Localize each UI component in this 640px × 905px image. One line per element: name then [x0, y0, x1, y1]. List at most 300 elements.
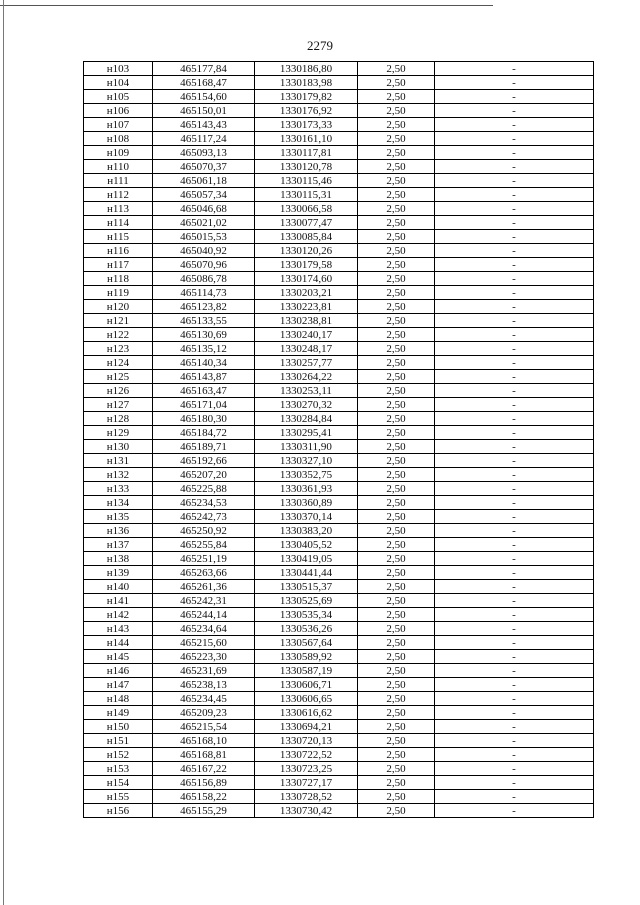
accuracy-cell: 2,50: [358, 538, 435, 552]
y-coordinate-cell: 1330727,17: [255, 776, 358, 790]
accuracy-cell: 2,50: [358, 384, 435, 398]
accuracy-cell: 2,50: [358, 440, 435, 454]
x-coordinate-cell: 465207,20: [153, 468, 255, 482]
x-coordinate-cell: 465117,24: [153, 132, 255, 146]
x-coordinate-cell: 465070,96: [153, 258, 255, 272]
table-row: [84, 636, 594, 650]
accuracy-cell: 2,50: [358, 426, 435, 440]
accuracy-cell: 2,50: [358, 258, 435, 272]
table-row: [84, 328, 594, 342]
table-row: [84, 664, 594, 678]
y-coordinate-cell: 1330077,47: [255, 216, 358, 230]
table-row: [84, 258, 594, 272]
description-cell: -: [435, 468, 594, 482]
x-coordinate-cell: 465261,36: [153, 580, 255, 594]
y-coordinate-cell: 1330173,33: [255, 118, 358, 132]
x-coordinate-cell: 465093,13: [153, 146, 255, 160]
accuracy-cell: 2,50: [358, 104, 435, 118]
y-coordinate-cell: 1330441,44: [255, 566, 358, 580]
x-coordinate-cell: 465177,84: [153, 62, 255, 76]
point-id-cell: н148: [84, 692, 153, 706]
x-coordinate-cell: 465255,84: [153, 538, 255, 552]
table-row: [84, 300, 594, 314]
y-coordinate-cell: 1330223,81: [255, 300, 358, 314]
x-coordinate-cell: 465215,54: [153, 720, 255, 734]
point-id-cell: н117: [84, 258, 153, 272]
point-id-cell: н143: [84, 622, 153, 636]
point-id-cell: н105: [84, 90, 153, 104]
accuracy-cell: 2,50: [358, 300, 435, 314]
y-coordinate-cell: 1330203,21: [255, 286, 358, 300]
x-coordinate-cell: 465123,82: [153, 300, 255, 314]
x-coordinate-cell: 465140,34: [153, 356, 255, 370]
point-id-cell: н132: [84, 468, 153, 482]
x-coordinate-cell: 465189,71: [153, 440, 255, 454]
x-coordinate-cell: 465143,87: [153, 370, 255, 384]
accuracy-cell: 2,50: [358, 748, 435, 762]
description-cell: -: [435, 594, 594, 608]
y-coordinate-cell: 1330589,92: [255, 650, 358, 664]
x-coordinate-cell: 465225,88: [153, 482, 255, 496]
description-cell: -: [435, 692, 594, 706]
accuracy-cell: 2,50: [358, 706, 435, 720]
point-id-cell: н139: [84, 566, 153, 580]
description-cell: -: [435, 608, 594, 622]
accuracy-cell: 2,50: [358, 678, 435, 692]
accuracy-cell: 2,50: [358, 454, 435, 468]
description-cell: -: [435, 748, 594, 762]
table-row: [84, 594, 594, 608]
x-coordinate-cell: 465057,34: [153, 188, 255, 202]
page-number: 2279: [307, 38, 333, 53]
table-row: [84, 790, 594, 804]
point-id-cell: н126: [84, 384, 153, 398]
table-row: [84, 706, 594, 720]
accuracy-cell: 2,50: [358, 160, 435, 174]
y-coordinate-cell: 1330360,89: [255, 496, 358, 510]
y-coordinate-cell: 1330722,52: [255, 748, 358, 762]
table-row: [84, 132, 594, 146]
description-cell: -: [435, 132, 594, 146]
y-coordinate-cell: 1330606,65: [255, 692, 358, 706]
y-coordinate-cell: 1330179,82: [255, 90, 358, 104]
table-row: [84, 608, 594, 622]
description-cell: -: [435, 440, 594, 454]
description-cell: -: [435, 398, 594, 412]
point-id-cell: н130: [84, 440, 153, 454]
description-cell: -: [435, 146, 594, 160]
table-row: [84, 244, 594, 258]
x-coordinate-cell: 465143,43: [153, 118, 255, 132]
y-coordinate-cell: 1330311,90: [255, 440, 358, 454]
point-id-cell: н137: [84, 538, 153, 552]
x-coordinate-cell: 465180,30: [153, 412, 255, 426]
point-id-cell: н120: [84, 300, 153, 314]
accuracy-cell: 2,50: [358, 90, 435, 104]
y-coordinate-cell: 1330186,80: [255, 62, 358, 76]
y-coordinate-cell: 1330383,20: [255, 524, 358, 538]
description-cell: -: [435, 538, 594, 552]
y-coordinate-cell: 1330179,58: [255, 258, 358, 272]
table-row: [84, 76, 594, 90]
x-coordinate-cell: 465158,22: [153, 790, 255, 804]
x-coordinate-cell: 465234,53: [153, 496, 255, 510]
x-coordinate-cell: 465234,45: [153, 692, 255, 706]
description-cell: -: [435, 188, 594, 202]
table-row: [84, 566, 594, 580]
description-cell: -: [435, 566, 594, 580]
y-coordinate-cell: 1330419,05: [255, 552, 358, 566]
description-cell: -: [435, 552, 594, 566]
y-coordinate-cell: 1330515,37: [255, 580, 358, 594]
accuracy-cell: 2,50: [358, 132, 435, 146]
description-cell: -: [435, 412, 594, 426]
x-coordinate-cell: 465168,47: [153, 76, 255, 90]
description-cell: -: [435, 328, 594, 342]
accuracy-cell: 2,50: [358, 594, 435, 608]
accuracy-cell: 2,50: [358, 62, 435, 76]
table-row: [84, 580, 594, 594]
accuracy-cell: 2,50: [358, 146, 435, 160]
description-cell: -: [435, 804, 594, 818]
accuracy-cell: 2,50: [358, 580, 435, 594]
x-coordinate-cell: 465242,73: [153, 510, 255, 524]
x-coordinate-cell: 465250,92: [153, 524, 255, 538]
description-cell: -: [435, 62, 594, 76]
x-coordinate-cell: 465171,04: [153, 398, 255, 412]
y-coordinate-cell: 1330161,10: [255, 132, 358, 146]
point-id-cell: н131: [84, 454, 153, 468]
point-id-cell: н108: [84, 132, 153, 146]
table-row: [84, 314, 594, 328]
point-id-cell: н147: [84, 678, 153, 692]
description-cell: -: [435, 580, 594, 594]
y-coordinate-cell: 1330066,58: [255, 202, 358, 216]
description-cell: -: [435, 258, 594, 272]
point-id-cell: н149: [84, 706, 153, 720]
accuracy-cell: 2,50: [358, 174, 435, 188]
y-coordinate-cell: 1330370,14: [255, 510, 358, 524]
accuracy-cell: 2,50: [358, 734, 435, 748]
description-cell: -: [435, 734, 594, 748]
accuracy-cell: 2,50: [358, 566, 435, 580]
table-row: [84, 384, 594, 398]
y-coordinate-cell: 1330723,25: [255, 762, 358, 776]
point-id-cell: н138: [84, 552, 153, 566]
top-scan-line: [0, 5, 493, 6]
y-coordinate-cell: 1330352,75: [255, 468, 358, 482]
description-cell: -: [435, 342, 594, 356]
description-cell: -: [435, 244, 594, 258]
accuracy-cell: 2,50: [358, 230, 435, 244]
table-row: [84, 552, 594, 566]
table-row: [84, 748, 594, 762]
point-id-cell: н142: [84, 608, 153, 622]
description-cell: -: [435, 300, 594, 314]
point-id-cell: н119: [84, 286, 153, 300]
description-cell: -: [435, 790, 594, 804]
x-coordinate-cell: 465168,10: [153, 734, 255, 748]
table-row: [84, 62, 594, 76]
description-cell: -: [435, 482, 594, 496]
x-coordinate-cell: 465168,81: [153, 748, 255, 762]
x-coordinate-cell: 465192,66: [153, 454, 255, 468]
x-coordinate-cell: 465163,47: [153, 384, 255, 398]
y-coordinate-cell: 1330525,69: [255, 594, 358, 608]
description-cell: -: [435, 496, 594, 510]
table-row: [84, 356, 594, 370]
description-cell: -: [435, 720, 594, 734]
table-row: [84, 202, 594, 216]
description-cell: -: [435, 370, 594, 384]
point-id-cell: н135: [84, 510, 153, 524]
y-coordinate-cell: 1330284,84: [255, 412, 358, 426]
y-coordinate-cell: 1330694,21: [255, 720, 358, 734]
y-coordinate-cell: 1330115,31: [255, 188, 358, 202]
table-row: [84, 524, 594, 538]
accuracy-cell: 2,50: [358, 188, 435, 202]
x-coordinate-cell: 465046,68: [153, 202, 255, 216]
x-coordinate-cell: 465015,53: [153, 230, 255, 244]
table-row: [84, 804, 594, 818]
accuracy-cell: 2,50: [358, 510, 435, 524]
point-id-cell: н121: [84, 314, 153, 328]
table-row: [84, 370, 594, 384]
x-coordinate-cell: 465155,29: [153, 804, 255, 818]
table-row: [84, 454, 594, 468]
y-coordinate-cell: 1330361,93: [255, 482, 358, 496]
table-row: [84, 482, 594, 496]
point-id-cell: н116: [84, 244, 153, 258]
x-coordinate-cell: 465215,60: [153, 636, 255, 650]
x-coordinate-cell: 465263,66: [153, 566, 255, 580]
accuracy-cell: 2,50: [358, 118, 435, 132]
coordinates-table: [83, 61, 594, 818]
y-coordinate-cell: 1330120,78: [255, 160, 358, 174]
point-id-cell: н106: [84, 104, 153, 118]
description-cell: -: [435, 664, 594, 678]
table-row: [84, 776, 594, 790]
y-coordinate-cell: 1330327,10: [255, 454, 358, 468]
table-row: [84, 286, 594, 300]
description-cell: -: [435, 118, 594, 132]
point-id-cell: н103: [84, 62, 153, 76]
y-coordinate-cell: 1330405,52: [255, 538, 358, 552]
x-coordinate-cell: 465242,31: [153, 594, 255, 608]
x-coordinate-cell: 465209,23: [153, 706, 255, 720]
point-id-cell: н133: [84, 482, 153, 496]
x-coordinate-cell: 465223,30: [153, 650, 255, 664]
accuracy-cell: 2,50: [358, 314, 435, 328]
point-id-cell: н111: [84, 174, 153, 188]
y-coordinate-cell: 1330536,26: [255, 622, 358, 636]
accuracy-cell: 2,50: [358, 650, 435, 664]
x-coordinate-cell: 465070,37: [153, 160, 255, 174]
description-cell: -: [435, 174, 594, 188]
description-cell: -: [435, 160, 594, 174]
y-coordinate-cell: 1330728,52: [255, 790, 358, 804]
point-id-cell: н113: [84, 202, 153, 216]
y-coordinate-cell: 1330174,60: [255, 272, 358, 286]
description-cell: -: [435, 230, 594, 244]
y-coordinate-cell: 1330295,41: [255, 426, 358, 440]
x-coordinate-cell: 465133,55: [153, 314, 255, 328]
point-id-cell: н124: [84, 356, 153, 370]
y-coordinate-cell: 1330248,17: [255, 342, 358, 356]
y-coordinate-cell: 1330120,26: [255, 244, 358, 258]
point-id-cell: н112: [84, 188, 153, 202]
x-coordinate-cell: 465231,69: [153, 664, 255, 678]
point-id-cell: н153: [84, 762, 153, 776]
point-id-cell: н154: [84, 776, 153, 790]
description-cell: -: [435, 384, 594, 398]
description-cell: -: [435, 622, 594, 636]
accuracy-cell: 2,50: [358, 328, 435, 342]
point-id-cell: н128: [84, 412, 153, 426]
table-row: [84, 510, 594, 524]
y-coordinate-cell: 1330253,11: [255, 384, 358, 398]
accuracy-cell: 2,50: [358, 776, 435, 790]
accuracy-cell: 2,50: [358, 202, 435, 216]
description-cell: -: [435, 202, 594, 216]
point-id-cell: н136: [84, 524, 153, 538]
table-row: [84, 90, 594, 104]
accuracy-cell: 2,50: [358, 804, 435, 818]
y-coordinate-cell: 1330720,13: [255, 734, 358, 748]
table-row: [84, 496, 594, 510]
y-coordinate-cell: 1330115,46: [255, 174, 358, 188]
point-id-cell: н118: [84, 272, 153, 286]
description-cell: -: [435, 524, 594, 538]
point-id-cell: н140: [84, 580, 153, 594]
description-cell: -: [435, 510, 594, 524]
description-cell: -: [435, 216, 594, 230]
point-id-cell: н114: [84, 216, 153, 230]
accuracy-cell: 2,50: [358, 636, 435, 650]
table-row: [84, 146, 594, 160]
description-cell: -: [435, 762, 594, 776]
table-row: [84, 650, 594, 664]
x-coordinate-cell: 465135,12: [153, 342, 255, 356]
table-row: [84, 426, 594, 440]
point-id-cell: н109: [84, 146, 153, 160]
x-coordinate-cell: 465021,02: [153, 216, 255, 230]
x-coordinate-cell: 465040,92: [153, 244, 255, 258]
table-row: [84, 734, 594, 748]
description-cell: -: [435, 636, 594, 650]
point-id-cell: н151: [84, 734, 153, 748]
x-coordinate-cell: 465061,18: [153, 174, 255, 188]
x-coordinate-cell: 465234,64: [153, 622, 255, 636]
accuracy-cell: 2,50: [358, 76, 435, 90]
description-cell: -: [435, 90, 594, 104]
point-id-cell: н122: [84, 328, 153, 342]
y-coordinate-cell: 1330117,81: [255, 146, 358, 160]
description-cell: -: [435, 76, 594, 90]
accuracy-cell: 2,50: [358, 496, 435, 510]
x-coordinate-cell: 465167,22: [153, 762, 255, 776]
y-coordinate-cell: 1330730,42: [255, 804, 358, 818]
point-id-cell: н144: [84, 636, 153, 650]
point-id-cell: н107: [84, 118, 153, 132]
table-row: [84, 720, 594, 734]
table-row: [84, 272, 594, 286]
table-row: [84, 468, 594, 482]
point-id-cell: н145: [84, 650, 153, 664]
accuracy-cell: 2,50: [358, 482, 435, 496]
table-row: [84, 188, 594, 202]
table-row: [84, 440, 594, 454]
point-id-cell: н134: [84, 496, 153, 510]
point-id-cell: н104: [84, 76, 153, 90]
description-cell: -: [435, 314, 594, 328]
x-coordinate-cell: 465156,89: [153, 776, 255, 790]
accuracy-cell: 2,50: [358, 216, 435, 230]
left-scan-line: [3, 0, 4, 905]
accuracy-cell: 2,50: [358, 412, 435, 426]
x-coordinate-cell: 465150,01: [153, 104, 255, 118]
accuracy-cell: 2,50: [358, 244, 435, 258]
table-row: [84, 538, 594, 552]
y-coordinate-cell: 1330616,62: [255, 706, 358, 720]
accuracy-cell: 2,50: [358, 692, 435, 706]
table-row: [84, 622, 594, 636]
description-cell: -: [435, 356, 594, 370]
description-cell: -: [435, 650, 594, 664]
point-id-cell: н150: [84, 720, 153, 734]
description-cell: -: [435, 104, 594, 118]
table-row: [84, 230, 594, 244]
y-coordinate-cell: 1330270,32: [255, 398, 358, 412]
accuracy-cell: 2,50: [358, 398, 435, 412]
x-coordinate-cell: 465114,73: [153, 286, 255, 300]
description-cell: -: [435, 454, 594, 468]
x-coordinate-cell: 465244,14: [153, 608, 255, 622]
table-row: [84, 762, 594, 776]
coordinates-table-body: [84, 62, 594, 818]
y-coordinate-cell: 1330587,19: [255, 664, 358, 678]
point-id-cell: н125: [84, 370, 153, 384]
point-id-cell: н152: [84, 748, 153, 762]
accuracy-cell: 2,50: [358, 622, 435, 636]
description-cell: -: [435, 426, 594, 440]
table-row: [84, 678, 594, 692]
table-row: [84, 216, 594, 230]
description-cell: -: [435, 272, 594, 286]
table-row: [84, 104, 594, 118]
y-coordinate-cell: 1330606,71: [255, 678, 358, 692]
point-id-cell: н156: [84, 804, 153, 818]
point-id-cell: н146: [84, 664, 153, 678]
x-coordinate-cell: 465184,72: [153, 426, 255, 440]
x-coordinate-cell: 465086,78: [153, 272, 255, 286]
y-coordinate-cell: 1330240,17: [255, 328, 358, 342]
y-coordinate-cell: 1330264,22: [255, 370, 358, 384]
y-coordinate-cell: 1330183,98: [255, 76, 358, 90]
accuracy-cell: 2,50: [358, 286, 435, 300]
point-id-cell: н115: [84, 230, 153, 244]
table-row: [84, 398, 594, 412]
accuracy-cell: 2,50: [358, 468, 435, 482]
y-coordinate-cell: 1330085,84: [255, 230, 358, 244]
x-coordinate-cell: 465251,19: [153, 552, 255, 566]
accuracy-cell: 2,50: [358, 272, 435, 286]
x-coordinate-cell: 465238,13: [153, 678, 255, 692]
accuracy-cell: 2,50: [358, 790, 435, 804]
description-cell: -: [435, 776, 594, 790]
description-cell: -: [435, 678, 594, 692]
accuracy-cell: 2,50: [358, 370, 435, 384]
